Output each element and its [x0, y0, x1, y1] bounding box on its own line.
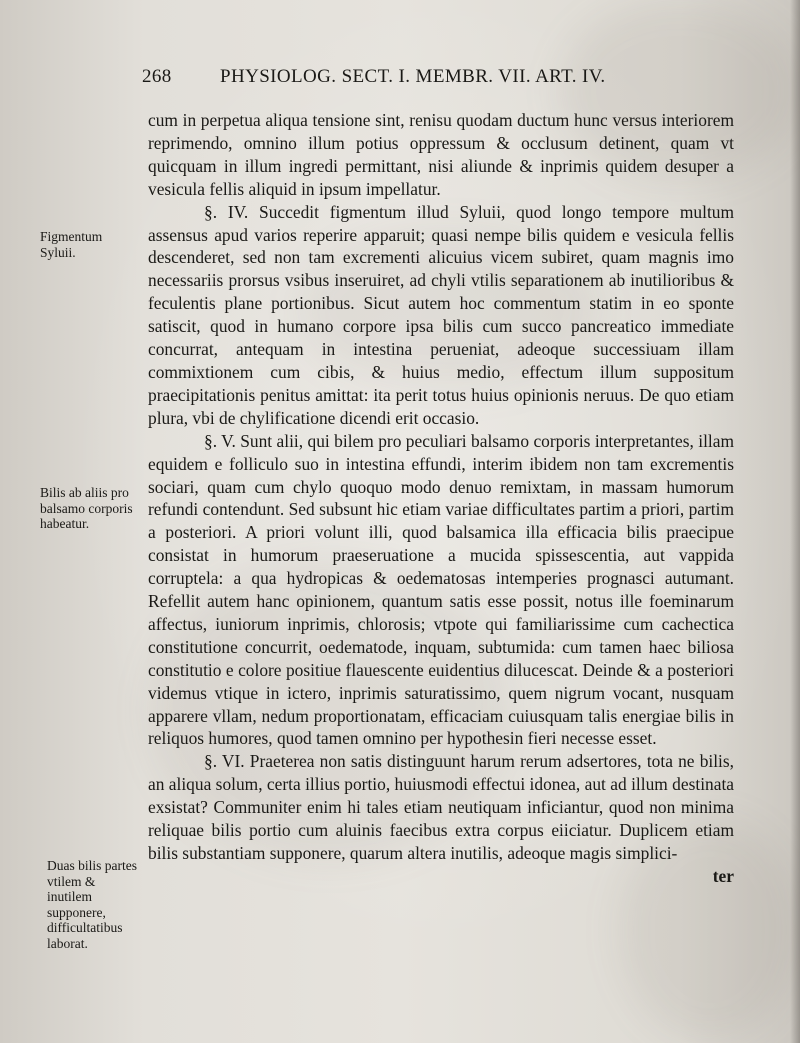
paragraph-section-6: §. VI. Praeterea non satis distinguunt harum rerum adsertores, tota ne bilis, an aliqua solum, certa illius portio, huiusmodi effectui idonea, aut ad illum destinata exsistat? Communiter enim hi tales etiam neutiquam inficiantur, quod non minima reliquae bilis portio cum aluinis faecibus extra corpus eiiciatur. Duplicem etiam bilis substantiam supponere, quarum altera inutilis, adeoque magis simplici-	[148, 751, 734, 863]
page-edge-shadow	[790, 0, 800, 1043]
main-text-block	[148, 109, 734, 888]
paragraph-section-5: §. V. Sunt alii, qui bilem pro peculiari balsamo corporis interpretantes, illam equidem e folliculo suo in intestina effundi, interim ibidem non tam excrementis sociari, quam cum chylo quoquo modo denuo remixtam, in massam humorum refundi contendunt. Sed subsunt hic etiam variae difficultates partim a priori, partim a posteriori. A priori volunt illi, quod balsamica illa efficacia bilis praecipue consistat in humorum praeseruatione a mucida spissescentia, aut vappida corruptela: a qua hydropicas & oedematosas intemperies prognasci autumant. Refellit autem hanc opinionem, quantum satis esse possit, notus ille foeminarum affectus, iuniorum inprimis, chlorosis; vtpote qui familiarissime cum cachectica constitutione concurrit, oedematode, inquam, subtumida: cum tamen haec biliosa constitutio e colore positiue flauescente euidentius dilucescat. Deinde & a posteriori videmus vtique in ictero, inprimis saturatissimo, quem nigrum vocant, nusquam apparere vllam, nedum proportionatam, efficaciam cuiusquam talis energiae bilis in reliquos humores, quod tamen omnino per hypothesin fieri necesse esset.	[148, 430, 734, 749]
paragraph-section-4: §. IV. Succedit figmentum illud Syluii, quod longo tempore multum assensus apud varios reperire apparuit; quasi nempe bilis quidem e vesicula fellis descenderet, sed non tam excrementi alicuius vicem subiret, quam magnis imo necessariis prorsus vsibus inseruiret, ad chyli vtilis separationem ab inutilioribus & feculentis plane portionibus. Sicut autem hoc commentum statim in eo sponte satiscit, quod in humano corpore ipsa bilis cum succo pancreatico immediate concurrat, antequam in intestina perueniat, adeoque successiuam illam commixtionem cum cibis, & huius medio, effectum illum suppositum praecipitationis penitus amittat: ita perit totus huius opinionis neruus. De quo etiam plura, vbi de chylificatione dicendi erit occasio.	[148, 201, 734, 428]
catchword: ter	[712, 865, 734, 886]
paragraph-continuation: cum in perpetua aliqua tensione sint, renisu quodam ductum hunc versus interiorem reprimendo, omnino illum potius oppressum & occlusum detinent, quam vt quicquam in illum ingredi permittant, nisi aliunde & inprimis quidem desuper a vesicula fellis aliquid in ipsum impellatur.	[148, 110, 734, 199]
margin-note-balsamum: Bilis ab aliis pro balsamo corporis habeatur.	[40, 485, 133, 531]
page-number: 268	[142, 66, 172, 87]
running-head	[142, 66, 732, 96]
margin-note-duas-partes: Duas bilis partes vtilem & inutilem supponere, difficultatibus laborat.	[47, 858, 137, 951]
running-title: PHYSIOLOG. SECT. I. MEMBR. VII. ART. IV.	[220, 66, 606, 87]
margin-note-syluius: Figmentum Syluii.	[40, 229, 103, 260]
